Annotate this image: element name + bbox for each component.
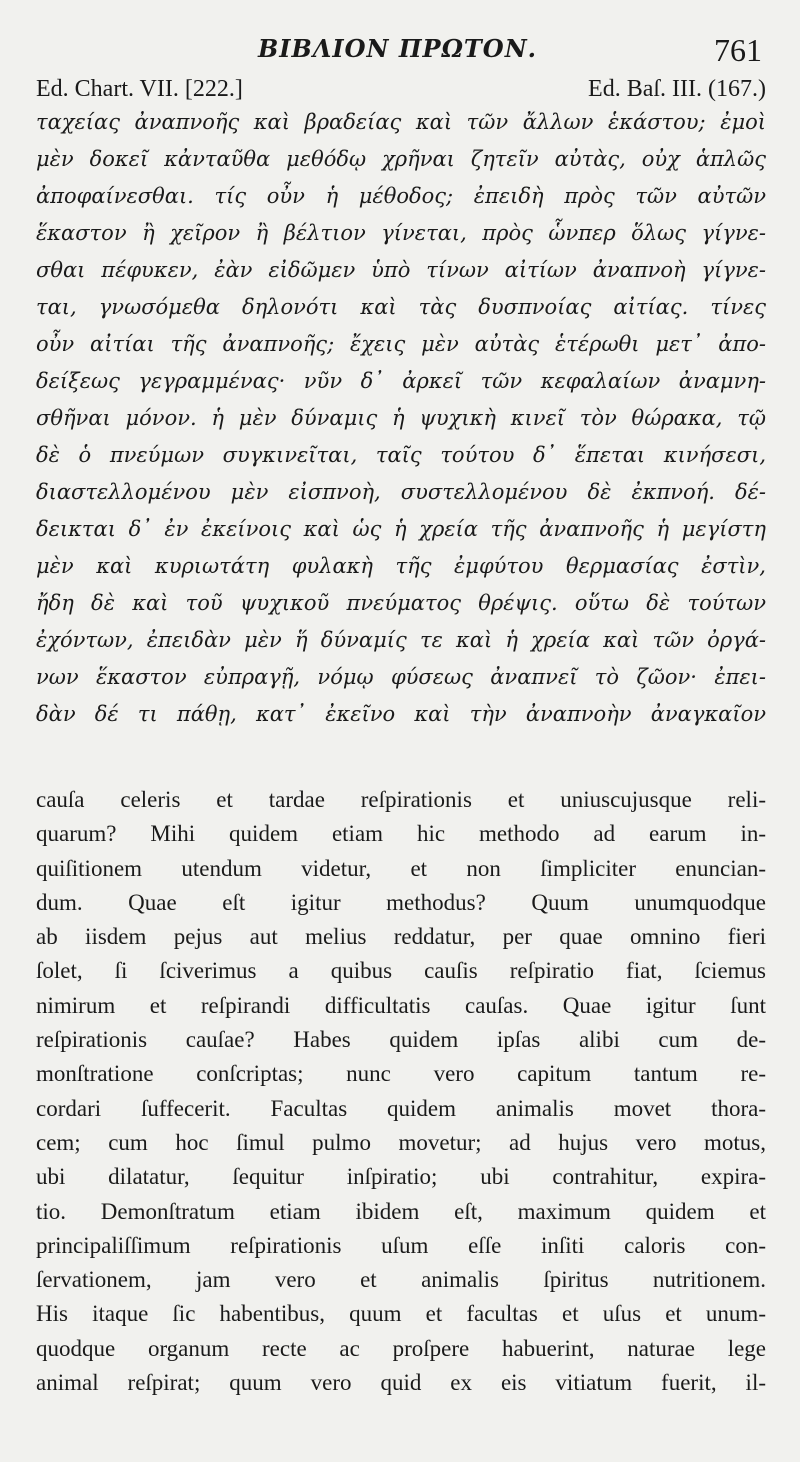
latin-line: tio. Demonſtratum etiam ibidem eſt, maximum quidem et [36, 1198, 766, 1224]
greek-line: διαστελλομένου μὲν εἰσπνοὴ, συστελλομένου δὲ ἐκπνοή. δέ- [36, 480, 766, 504]
latin-line: cordari ſuffecerit. Facultas quidem animalis movet thora- [36, 1095, 766, 1121]
latin-line: monſtratione conſcriptas; nunc vero capitum tantum re- [36, 1061, 766, 1087]
running-head [0, 28, 800, 68]
greek-text-block [36, 104, 766, 733]
running-title: ΒΙΒΛΙΟΝ ΠΡΩΤΟΝ. [258, 34, 537, 63]
greek-line: οὖν αἰτίαι τῆς ἀναπνοῆς; ἔχεις μὲν αὐτὰς ἑτέρωθι μετ᾽ ἀπο- [36, 332, 766, 356]
greek-line: δεικται δ᾽ ἐν ἐκείνοις καὶ ὡς ἡ χρεία τῆς ἀναπνοῆς ἡ μεγίστη [36, 517, 766, 541]
greek-line: ἀποφαίνεσθαι. τίς οὖν ἡ μέθοδος; ἐπειδὴ πρὸς τῶν αὐτῶν [36, 184, 766, 208]
greek-line: ταχείας ἀναπνοῆς καὶ βραδείας καὶ τῶν ἄλλων ἑκάστου; ἐμοὶ [36, 110, 766, 134]
edition-basel-reference: Ed. Baſ. III. (167.) [588, 76, 766, 102]
greek-line: νων ἕκαστον εὐπραγῇ, νόμῳ φύσεως ἀναπνεῖ τὸ ζῶον· ἐπει- [36, 665, 766, 689]
greek-line: ἕκαστον ἢ χεῖρον ἢ βέλτιον γίνεται, πρὸς ὧνπερ ὅλως γίγνε- [36, 221, 766, 245]
greek-line: ἤδη δὲ καὶ τοῦ ψυχικοῦ πνεύματος θρέψις. οὕτω δὲ τούτων [36, 591, 766, 615]
latin-line: cauſa celeris et tardae reſpirationis et uniuscujusque reli- [36, 787, 766, 812]
greek-line: ται, γνωσόμεθα δηλονότι καὶ τὰς δυσπνοίας αἰτίας. τίνες [36, 295, 766, 319]
latin-line: quiſitionem utendum videtur, et non ſimpliciter enuncian- [36, 855, 766, 881]
latin-line: quarum? Mihi quidem etiam hic methodo ad earum in- [36, 821, 766, 847]
greek-line: δείξεως γεγραμμένας· νῦν δ᾽ ἀρκεῖ τῶν κεφαλαίων ἀναμνη- [36, 369, 766, 393]
latin-line: reſpirationis cauſae? Habes quidem ipſas alibi cum de- [36, 1027, 766, 1053]
edition-chart-reference: Ed. Chart. VII. [222.] [36, 76, 243, 102]
greek-line: σθαι πέφυκεν, ἐὰν εἰδῶμεν ὑπὸ τίνων αἰτίων ἀναπνοὴ γίγνε- [36, 258, 766, 282]
latin-line: dum. Quae eſt igitur methodus? Quum unumquodque [36, 889, 766, 915]
latin-line: His itaque ſic habentibus, quum et facultas et uſus et unum- [36, 1301, 766, 1327]
latin-line: quodque organum recte ac proſpere habuerint, naturae lege [36, 1335, 766, 1361]
greek-line: δὰν δέ τι πάθῃ, κατ᾽ ἐκεῖνο καὶ τὴν ἀναπνοὴν ἀναγκαῖον [36, 702, 766, 726]
latin-text-block [36, 783, 766, 1400]
latin-line: ab iisdem pejus aut melius reddatur, per quae omnino fieri [36, 924, 766, 950]
greek-line: μὲν καὶ κυριωτάτη φυλακὴ τῆς ἐμφύτου θερμασίας ἐστὶν, [36, 554, 766, 578]
edition-references [36, 76, 766, 106]
latin-line: nimirum et reſpirandi difficultatis cauſas. Quae igitur ſunt [36, 992, 766, 1018]
greek-line: μὲν δοκεῖ κἀνταῦθα μεθόδῳ χρῆναι ζητεῖν αὐτὰς, οὐχ ἁπλῶς [36, 147, 766, 171]
latin-line: ſolet, ſi ſciverimus a quibus cauſis reſpiratio fiat, ſciemus [36, 958, 766, 984]
page-number: 761 [714, 32, 762, 68]
greek-line: ἐχόντων, ἐπειδὰν μὲν ἥ δύναμίς τε καὶ ἡ χρεία καὶ τῶν ὀργά- [36, 628, 766, 652]
greek-line: σθῆναι μόνον. ἡ μὲν δύναμις ἡ ψυχικὴ κινεῖ τὸν θώρακα, τῷ [36, 406, 766, 430]
greek-line: δὲ ὁ πνεύμων συγκινεῖται, ταῖς τούτου δ᾽ ἕπεται κινήσεσι, [36, 443, 766, 467]
latin-line: animal reſpirat; quum vero quid ex eis vitiatum fuerit, il- [36, 1370, 766, 1396]
latin-line: ubi dilatatur, ſequitur inſpiratio; ubi contrahitur, expira- [36, 1164, 766, 1190]
latin-line: cem; cum hoc ſimul pulmo movetur; ad hujus vero motus, [36, 1129, 766, 1155]
latin-line: ſervationem, jam vero et animalis ſpiritus nutritionem. [36, 1267, 766, 1293]
latin-line: principaliſſimum reſpirationis uſum eſſe inſiti caloris con- [36, 1232, 766, 1258]
